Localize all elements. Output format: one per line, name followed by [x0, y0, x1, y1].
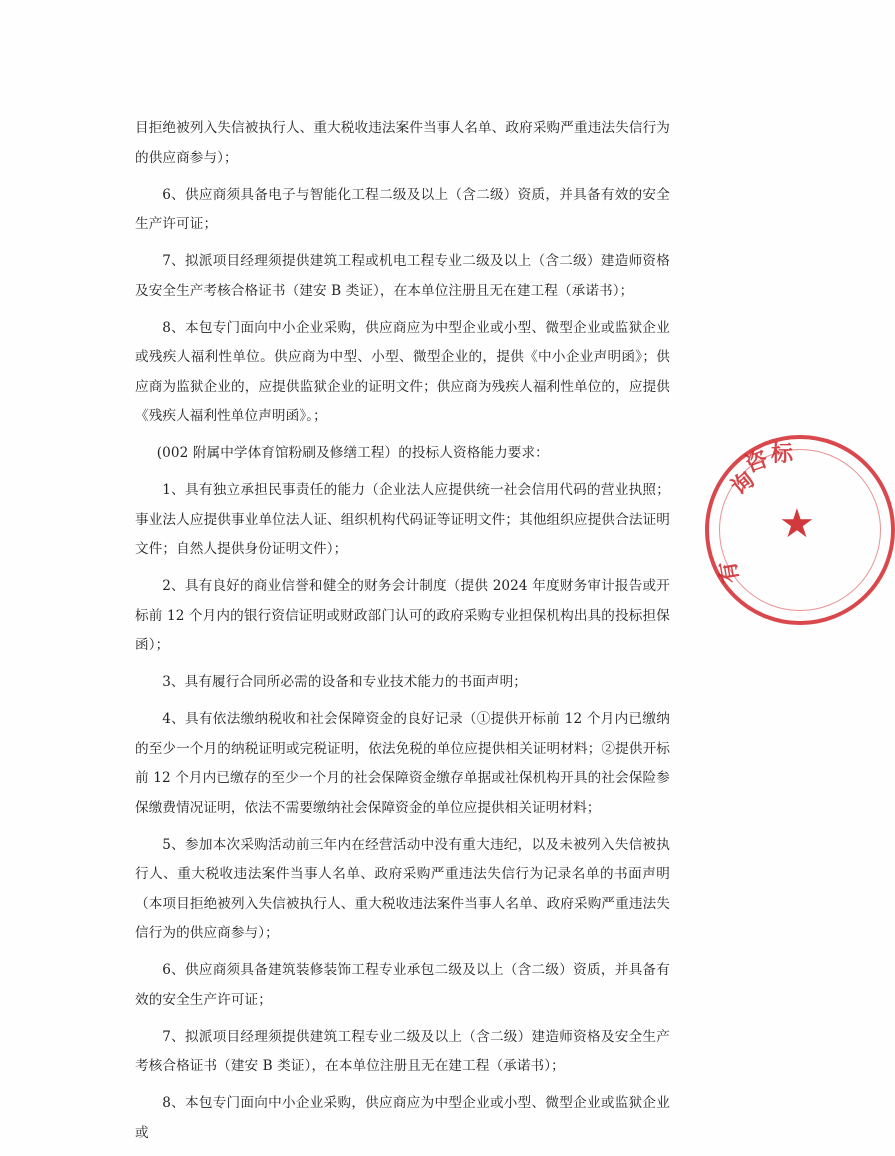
paragraph: 7、拟派项目经理须提供建筑工程或机电工程专业二级及以上（含二级）建造师资格及安全生产考核合格证书（建安 B 类证），在本单位注册且无在建工程（承诺书）； [135, 253, 670, 299]
paragraph: 5、参加本次采购活动前三年内在经营活动中没有重大违纪，以及未被列入失信被执行人、重大税收违法案件当事人名单、政府采购严重违法失信行为记录名单的书面声明（本项目拒绝被列入失信被执行人、重大税收违法案件当事人名单、政府采购严重违法失信行为的供应商参与）； [135, 836, 670, 941]
paragraph: 6、供应商须具备建筑装修装饰工程专业承包二级及以上（含二级）资质，并具备有效的安全生产许可证； [135, 962, 670, 1008]
paragraph: (002 附属中学体育馆粉刷及修缮工程）的投标人资格能力要求： [156, 445, 549, 461]
paragraph: 3、具有履行合同所必需的设备和专业技术能力的书面声明； [162, 674, 527, 690]
seal-star-icon: ★ [779, 501, 815, 547]
paragraph: 7、拟派项目经理须提供建筑工程专业二级及以上（含二级）建造师资格及安全生产考核合格证书（建安 B 类证），在本单位注册且无在建工程（承诺书）； [135, 1028, 670, 1074]
document-body [135, 114, 670, 1156]
paragraph: 2、具有良好的商业信誉和健全的财务会计制度（提供 2024 年度财务审计报告或开标前 12 个月内的银行资信证明或财政部门认可的政府采购专业担保机构出具的投标担保函）； [135, 578, 670, 653]
paragraph: 4、具有依法缴纳税收和社会保障资金的良好记录（①提供开标前 12 个月内已缴纳的至少一个月的纳税证明或完税证明，依法免税的单位应提供相关证明材料；②提供开标前 12 个月内已缴存的至少一个月的社会保障资金缴存单据或社保机构开具的社会保险参保缴费情况证明，依法不需要缴纳社会保障资金的单位应提供相关证明材料； [135, 711, 670, 816]
paragraph: 目拒绝被列入失信被执行人、重大税收违法案件当事人名单、政府采购严重违法失信行为的供应商参与）； [135, 120, 670, 166]
paragraph: 8、本包专门面向中小企业采购，供应商应为中型企业或小型、微型企业或监狱企业或 [135, 1095, 670, 1141]
seal-char: 询 [726, 466, 760, 501]
seal-char: 标 [771, 441, 794, 467]
seal-char: 咨 [741, 445, 772, 478]
paragraph: 8、本包专门面向中小企业采购，供应商应为中型企业或小型、微型企业或监狱企业或残疾人福利性单位。供应商为中型、小型、微型企业的，提供《中小企业声明函》；供应商为监狱企业的，应提供监狱企业的证明文件；供应商为残疾人福利性单位的，应提供《残疾人福利性单位声明函》。； [135, 319, 670, 424]
paragraph: 6、供应商须具备电子与智能化工程二级及以上（含二级）资质，并具备有效的安全生产许可证； [135, 186, 670, 232]
seal-char: 有 [714, 559, 745, 586]
paragraph: 1、具有独立承担民事责任的能力（企业法人应提供统一社会信用代码的营业执照；事业法人应提供事业单位法人证、组织机构代码证等证明文件；其他组织应提供合法证明文件；自然人提供身份证明文件）； [135, 482, 670, 557]
red-seal-stamp [705, 435, 895, 625]
